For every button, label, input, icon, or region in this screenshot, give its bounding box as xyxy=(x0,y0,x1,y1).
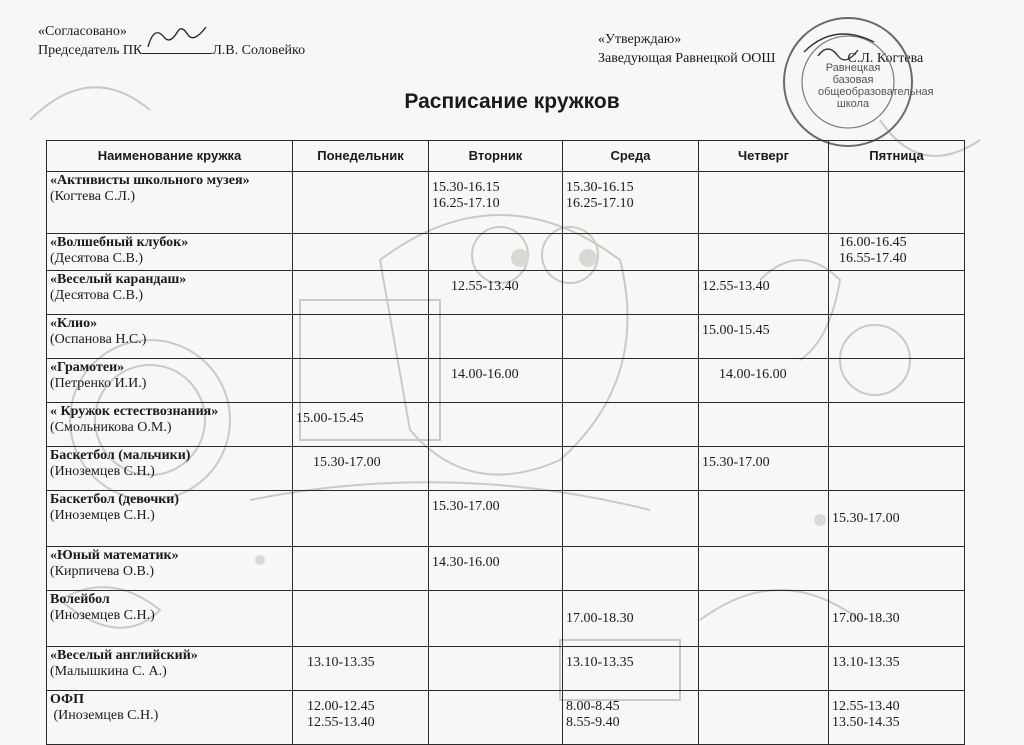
time-cell-fri xyxy=(829,271,965,315)
time-cell-tue: 14.00-16.00 xyxy=(429,359,563,403)
time-cell-tue xyxy=(429,403,563,447)
club-title: «Активисты школьного музея» xyxy=(50,173,250,188)
column-header: Наименование кружка xyxy=(47,141,293,172)
time-cell-fri: 12.55-13.40 13.50-14.35 xyxy=(829,691,965,745)
approval-left xyxy=(38,22,305,60)
table-row xyxy=(47,271,965,315)
time-cell-wed xyxy=(563,403,699,447)
time-cell-wed xyxy=(563,234,699,271)
club-cell: «Грамотеи» (Петренко И.И.) xyxy=(47,359,293,403)
club-cell: ОФП (Иноземцев С.Н.) xyxy=(47,691,293,745)
agreed-label: «Согласовано» xyxy=(38,24,127,39)
time-cell-tue: 14.30-16.00 xyxy=(429,547,563,591)
column-header: Среда xyxy=(563,141,699,172)
time-cell-wed: 8.00-8.45 8.55-9.40 xyxy=(563,691,699,745)
club-cell: «Клио» (Оспанова Н.С.) xyxy=(47,315,293,359)
time-cell-wed: 13.10-13.35 xyxy=(563,647,699,691)
time-cell-wed xyxy=(563,359,699,403)
time-cell-wed: 15.30-16.15 16.25-17.10 xyxy=(563,172,699,234)
club-cell: Баскетбол (девочки) (Иноземцев С.Н.) xyxy=(47,491,293,547)
time-cell-tue xyxy=(429,691,563,745)
club-cell: Баскетбол (мальчики) (Иноземцев С.Н.) xyxy=(47,447,293,491)
club-cell: «Волшебный клубок» (Десятова С.В.) xyxy=(47,234,293,271)
approve-label: «Утверждаю» xyxy=(598,32,682,47)
time-cell-mon: 13.10-13.35 xyxy=(293,647,429,691)
time-cell-fri: 16.00-16.45 16.55-17.40 xyxy=(829,234,965,271)
time-cell-thu xyxy=(699,234,829,271)
time-cell-mon xyxy=(293,591,429,647)
time-cell-thu: 15.30-17.00 xyxy=(699,447,829,491)
time-cell-thu: 12.55-13.40 xyxy=(699,271,829,315)
page-title: Расписание кружков xyxy=(404,90,620,113)
time-cell-mon: 15.30-17.00 xyxy=(293,447,429,491)
table-row xyxy=(47,172,965,234)
chairman-role: Председатель ПК xyxy=(38,43,143,58)
time-cell-thu xyxy=(699,691,829,745)
director-name: С.Л. Когтева xyxy=(847,51,924,66)
time-cell-fri xyxy=(829,447,965,491)
time-cell-fri xyxy=(829,315,965,359)
time-cell-wed xyxy=(563,315,699,359)
time-cell-thu xyxy=(699,647,829,691)
column-header: Четверг xyxy=(699,141,829,172)
club-teacher: (Когтева С.Л.) xyxy=(50,189,136,204)
time-cell-thu xyxy=(699,172,829,234)
time-cell-fri: 13.10-13.35 xyxy=(829,647,965,691)
club-cell: Волейбол (Иноземцев С.Н.) xyxy=(47,591,293,647)
time-cell-tue: 12.55-13.40 xyxy=(429,271,563,315)
table-row xyxy=(47,234,965,271)
seal-text: Равнецкая базовая общеобразовательная школа xyxy=(818,62,934,110)
time-cell-fri: 17.00-18.30 xyxy=(829,591,965,647)
signature-icon xyxy=(142,41,212,54)
time-cell-mon xyxy=(293,172,429,234)
time-cell-tue xyxy=(429,315,563,359)
table-row xyxy=(47,691,965,745)
time-cell-thu: 14.00-16.00 xyxy=(699,359,829,403)
column-header: Пятница xyxy=(829,141,965,172)
time-cell-tue xyxy=(429,447,563,491)
club-cell: «Юный математик» (Кирпичева О.В.) xyxy=(47,547,293,591)
table-row xyxy=(47,403,965,447)
table-row xyxy=(47,315,965,359)
time-cell-fri xyxy=(829,547,965,591)
time-cell-fri xyxy=(829,403,965,447)
column-header: Понедельник xyxy=(293,141,429,172)
table-row xyxy=(47,647,965,691)
time-cell-mon xyxy=(293,234,429,271)
time-cell-tue: 15.30-17.00 xyxy=(429,491,563,547)
time-cell-tue: 15.30-16.15 16.25-17.10 xyxy=(429,172,563,234)
time-cell-thu xyxy=(699,591,829,647)
time-cell-mon: 15.00-15.45 xyxy=(293,403,429,447)
table-row xyxy=(47,591,965,647)
agreed-signature-line xyxy=(38,41,305,60)
time-cell-thu xyxy=(699,547,829,591)
time-cell-wed: 17.00-18.30 xyxy=(563,591,699,647)
club-cell: « Кружок естествознания» (Смольникова О.М.) xyxy=(47,403,293,447)
table-row xyxy=(47,547,965,591)
time-cell-thu xyxy=(699,491,829,547)
time-cell-wed xyxy=(563,271,699,315)
table-row xyxy=(47,447,965,491)
table-row xyxy=(47,491,965,547)
table-header-row xyxy=(47,141,965,172)
time-cell-thu: 15.00-15.45 xyxy=(699,315,829,359)
time-cell-mon xyxy=(293,315,429,359)
time-cell-mon xyxy=(293,547,429,591)
clubs-schedule-table xyxy=(46,140,965,745)
time-cell-wed xyxy=(563,491,699,547)
time-cell-fri: 15.30-17.00 xyxy=(829,491,965,547)
time-cell-mon xyxy=(293,271,429,315)
time-cell-fri xyxy=(829,359,965,403)
time-cell-fri xyxy=(829,172,965,234)
club-cell: «Веселый английский» (Малышкина С. А.) xyxy=(47,647,293,691)
club-cell: «Веселый карандаш» (Десятова С.В.) xyxy=(47,271,293,315)
time-cell-mon xyxy=(293,491,429,547)
time-cell-thu xyxy=(699,403,829,447)
club-cell xyxy=(47,172,293,234)
time-cell-tue xyxy=(429,647,563,691)
time-cell-tue xyxy=(429,591,563,647)
table-row xyxy=(47,359,965,403)
time-cell-tue xyxy=(429,234,563,271)
time-cell-wed xyxy=(563,547,699,591)
column-header: Вторник xyxy=(429,141,563,172)
time-cell-wed xyxy=(563,447,699,491)
time-cell-mon xyxy=(293,359,429,403)
chairman-name: Л.В. Соловейко xyxy=(212,43,306,58)
director-role: Заведующая Равнецкой ООШ xyxy=(598,51,776,66)
time-cell-mon: 12.00-12.45 12.55-13.40 xyxy=(293,691,429,745)
